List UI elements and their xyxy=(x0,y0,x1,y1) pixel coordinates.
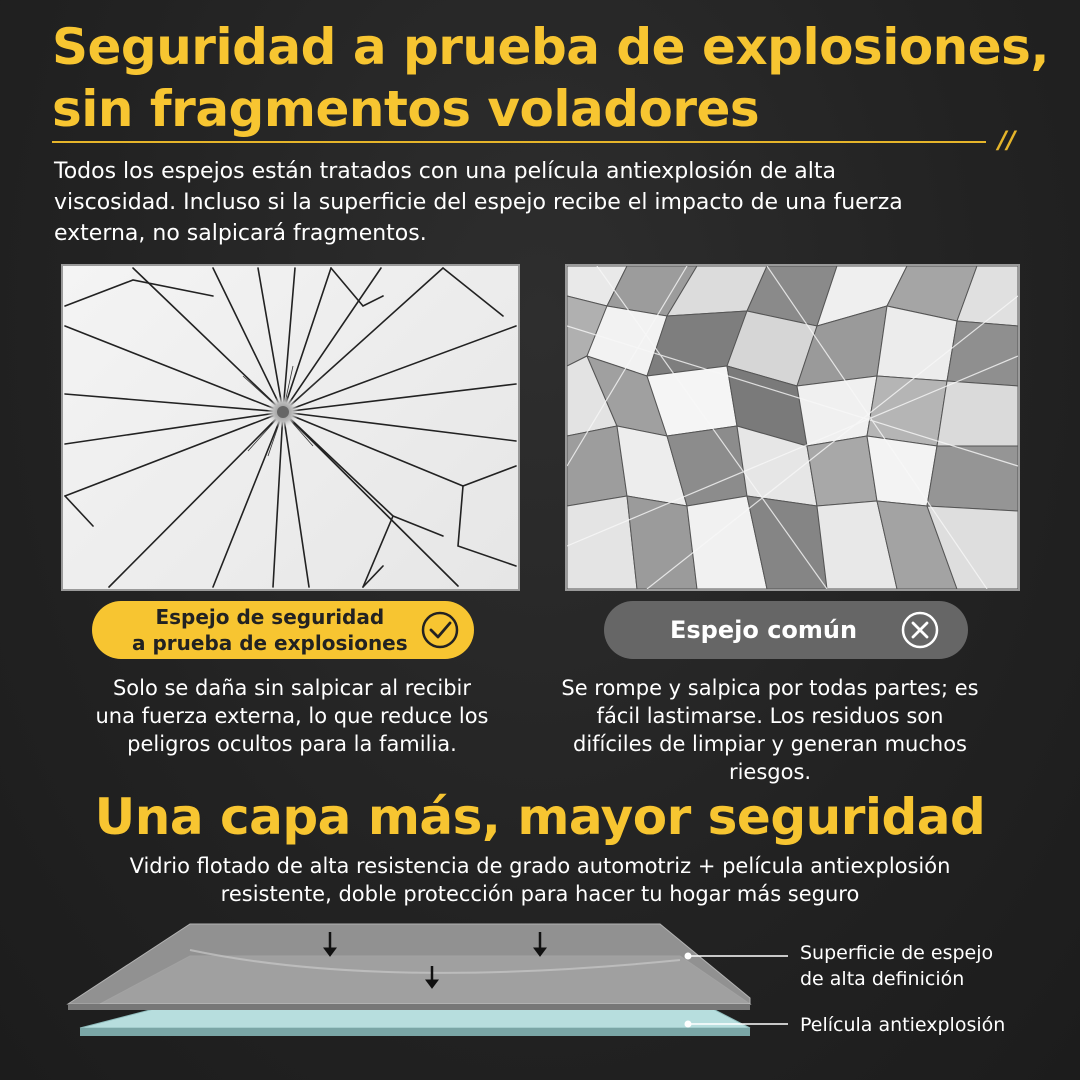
safety-description: Solo se daña sin salpicar al recibir una fuerza externa, lo que reduce los peligros ocultos para la familia. xyxy=(95,676,489,756)
page-title xyxy=(52,16,1052,140)
layers-title: Una capa más, mayor seguridad xyxy=(94,788,986,846)
title-line-1: Seguridad a prueba de explosiones, xyxy=(52,18,1049,76)
safety-mirror-label xyxy=(92,601,474,659)
shattered-common-mirror-image xyxy=(565,264,1020,591)
x-circle-icon xyxy=(900,610,940,650)
title-divider xyxy=(52,141,986,143)
mirror-surface-layer xyxy=(68,924,750,1010)
callout-antiexplosion-film: Película antiexplosión xyxy=(800,1014,1006,1036)
safety-label-line-1: Espejo de seguridad xyxy=(155,605,385,629)
common-mirror-label xyxy=(604,601,968,659)
check-circle-icon xyxy=(420,610,460,650)
safety-label-line-2: a prueba de explosiones xyxy=(132,631,408,655)
callout-mirror-surface: Superficie de espejo de alta definición xyxy=(800,942,994,990)
intro-text: Todos los espejos están tratados con una película antiexplosión de alta viscosidad. Incluso si la superficie del espejo recibe el impacto de una fuerza externa, no salpicará fragmentos. xyxy=(54,159,903,246)
common-label-text: Espejo común xyxy=(670,616,858,644)
common-description: Se rompe y salpica por todas partes; es fácil lastimarse. Los residuos son difíciles de limpiar y generan muchos riesgos. xyxy=(561,676,979,784)
layers-subtitle: Vidrio flotado de alta resistencia de grado automotriz + película antiexplosión resistente, doble protección para hacer tu hogar más seguro xyxy=(129,854,951,906)
divider-slashes: // xyxy=(998,126,1016,154)
cracked-safety-mirror-image xyxy=(61,264,520,591)
title-line-2: sin fragmentos voladores xyxy=(52,80,760,138)
